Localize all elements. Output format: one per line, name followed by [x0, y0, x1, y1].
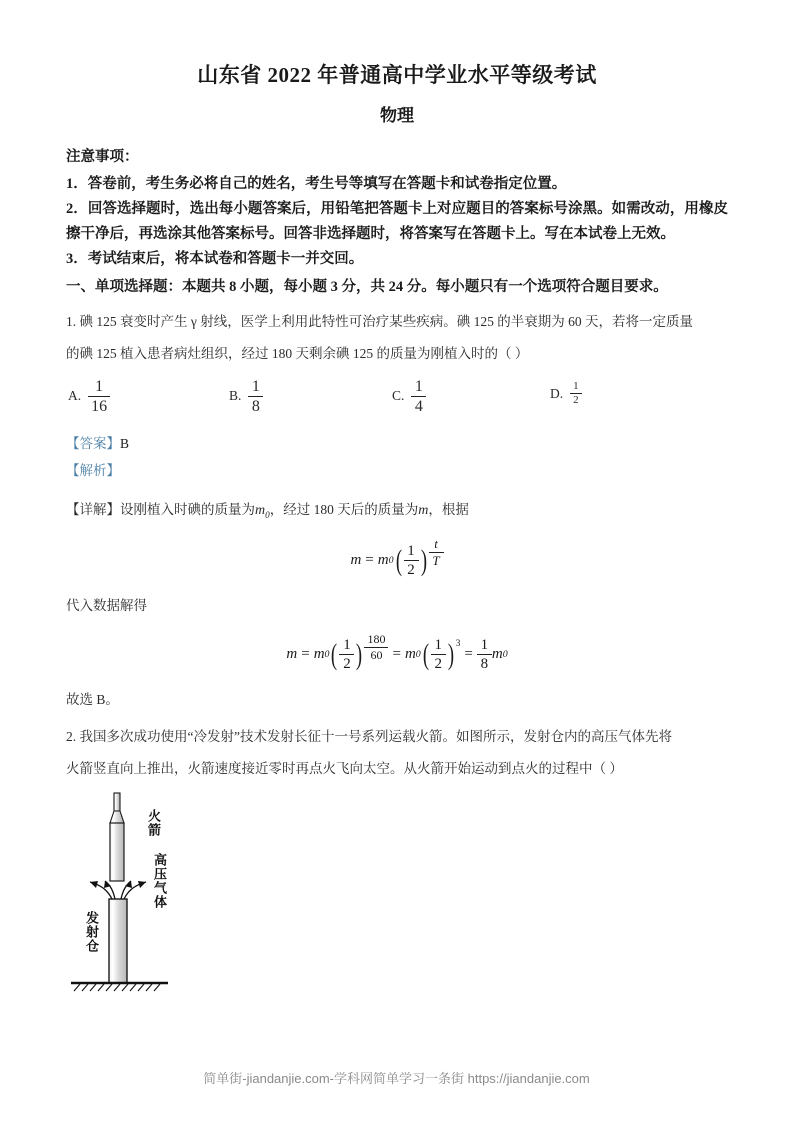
left-paren: ( — [395, 543, 402, 577]
right-paren: ) — [420, 543, 427, 577]
formula-2-result-symbol-sub: 0 — [502, 649, 508, 661]
option-a-numerator: 1 — [95, 377, 104, 395]
rocket-nose-cone — [110, 811, 124, 823]
formula-2-base-2-den: 2 — [434, 656, 442, 673]
notice-heading: 注意事项： — [66, 149, 139, 166]
page-footer: 简单街-jiandanjie.com-学科网简单学习一条街 https://jiandanjie.com — [203, 1071, 590, 1086]
option-b[interactable] — [229, 378, 263, 416]
option-b-fraction — [248, 378, 263, 416]
formula-2-coeff-1: m — [313, 646, 325, 663]
formula-1-exponent — [429, 537, 444, 568]
option-d[interactable] — [550, 381, 582, 408]
question-2-line-1: 2. 我国多次成功使用“冷发射”技术发射长征十一号系列运载火箭。如图所示，发射仓内的高压气体先将 — [66, 729, 672, 745]
formula-1-base-den: 2 — [407, 561, 415, 578]
formula-1-coeff: m — [377, 551, 389, 568]
formula-1-base-fraction — [404, 543, 419, 578]
symbol-m0: $m_0$ — [255, 502, 270, 520]
notice-item-2: 2．回答选择题时，选出每小题答案后，用铅笔把答题卡上对应题目的答案标号涂黑。如需改动，用橡皮擦干净后，再选涂其他答案标号。回答非选择题时，将答案写在答题卡上。写在本试卷上无效。 — [66, 201, 728, 243]
rocket-tip — [114, 793, 120, 811]
formula-2-exp-1-den: 60 — [370, 647, 383, 662]
formula-2-equals-2: = — [392, 646, 401, 663]
fraction-bar — [411, 396, 426, 397]
option-d-denominator: 2 — [573, 394, 579, 407]
option-d-label: D. — [550, 385, 564, 401]
formula-1-expression — [350, 536, 443, 578]
chamber-label: 发射仓 — [84, 910, 99, 953]
answer-tag: 【答案】 — [66, 435, 120, 451]
option-c-fraction — [411, 378, 426, 416]
left-paren: ( — [331, 638, 338, 672]
notice-item-1: 1．答卷前，考生务必将自己的姓名，考生号等填写在答题卡和试卷指定位置。 — [66, 176, 567, 193]
analysis-tag: 【解析】 — [66, 462, 120, 478]
substitute-label: 代入数据解得 — [66, 597, 147, 613]
formula-2-coeff-1-sub: 0 — [324, 649, 330, 661]
gas-label: 高压气体 — [152, 852, 167, 909]
detail-line — [66, 496, 728, 525]
formula-1-paren-group — [394, 543, 429, 578]
formula-2-base-1-fraction — [339, 637, 354, 672]
fraction-bar — [88, 396, 110, 397]
formula-2-paren-group-2 — [421, 637, 456, 672]
formula-1-coeff-sub: 0 — [388, 554, 394, 566]
formula-1-equals: = — [365, 551, 374, 568]
formula-2-base-2-num: 1 — [434, 636, 442, 653]
formula-1 — [66, 536, 728, 578]
gas-arrows — [90, 881, 146, 899]
left-paren: ( — [422, 638, 429, 672]
formula-2-base-2-fraction — [431, 637, 446, 672]
section-heading: 一、单项选择题：本题共 8 小题，每小题 3 分，共 24 分。每小题只有一个选项符合题目要求。 — [66, 279, 668, 296]
option-c-denominator: 4 — [414, 397, 423, 415]
fraction-bar — [339, 654, 354, 655]
formula-1-base-num: 1 — [407, 542, 415, 559]
detail-tag: 【详解】 — [66, 501, 120, 517]
question-1-line-2: 的碘 125 植入患者病灶组织，经过 180 天剩余碘 125 的质量为刚植入时的（ ） — [66, 345, 529, 361]
rocket-body — [110, 823, 124, 881]
formula-2-result-den: 8 — [480, 656, 489, 673]
formula-2 — [66, 631, 728, 673]
formula-2-equals-3: = — [464, 646, 473, 663]
option-d-fraction — [570, 381, 582, 408]
fraction-bar — [477, 654, 492, 655]
formula-2-exponent-2: 3 — [455, 639, 461, 650]
fraction-bar — [248, 396, 263, 397]
formula-1-exp-den: T — [432, 553, 440, 569]
formula-2-exp-1-fraction — [364, 633, 388, 662]
rocket-launch-figure — [66, 791, 366, 1016]
option-c[interactable] — [392, 378, 426, 416]
formula-2-result-symbol: m — [491, 646, 503, 663]
formula-2-result-fraction — [477, 637, 492, 672]
question-1-line-1: 1. 碘 125 衰变时产生 γ 射线，医学上利用此特性可治疗某些疾病。碘 125 的半衰期为 60 天，若将一定质量 — [66, 314, 693, 330]
formula-1-exp-num: t — [434, 536, 438, 552]
subject-title: 物理 — [380, 106, 414, 126]
formula-2-exponent-1 — [364, 633, 388, 662]
document-content — [66, 62, 728, 1016]
option-a-denominator: 16 — [91, 397, 108, 415]
option-b-numerator: 1 — [251, 377, 260, 395]
formula-2-base-1-num: 1 — [343, 636, 351, 653]
option-a-fraction — [88, 378, 110, 416]
answer-line — [66, 430, 728, 457]
symbol-m: m — [418, 502, 429, 518]
option-d-numerator: 1 — [573, 379, 579, 392]
formula-1-lhs: m — [350, 551, 362, 568]
detail-text-3: ，根据 — [428, 501, 469, 517]
formula-2-lhs: m — [286, 646, 298, 663]
page-title: 山东省 2022 年普通高中学业水平等级考试 — [197, 63, 597, 87]
formula-2-expression — [286, 631, 508, 673]
option-b-label: B. — [229, 388, 242, 404]
fraction-bar — [404, 560, 419, 561]
detail-text-2: ，经过 180 天后的质量为 — [269, 501, 419, 517]
formula-1-exp-fraction — [429, 537, 444, 568]
detail-text-1: 设刚植入时碘的质量为 — [120, 501, 255, 517]
option-a[interactable] — [68, 378, 110, 416]
answer-value: B — [120, 435, 130, 451]
option-c-label: C. — [392, 388, 405, 404]
formula-2-exp-1-num: 180 — [367, 631, 386, 646]
option-a-label: A. — [68, 388, 82, 404]
gas-arrowhead-4 — [138, 881, 146, 888]
notice-item-3: 3．考试结束后，将本试卷和答题卡一并交回。 — [66, 251, 364, 268]
fraction-bar — [431, 654, 446, 655]
rocket-diagram-svg — [66, 791, 366, 1016]
launch-chamber — [109, 899, 127, 983]
analysis-line — [66, 457, 728, 484]
conclusion-line: 故选 B。 — [66, 692, 119, 708]
formula-2-coeff-2-sub: 0 — [415, 649, 421, 661]
formula-2-paren-group-1 — [329, 637, 364, 672]
question-2-line-2: 火箭竖直向上推出，火箭速度接近零时再点火飞向太空。从火箭开始运动到点火的过程中（ ） — [66, 761, 623, 776]
option-b-denominator: 8 — [251, 397, 260, 415]
question-1-options — [66, 378, 728, 424]
ground-hatching — [74, 984, 160, 991]
option-c-numerator: 1 — [414, 377, 423, 395]
formula-2-base-1-den: 2 — [343, 656, 351, 673]
right-paren: ) — [356, 638, 363, 672]
right-paren: ) — [447, 638, 454, 672]
formula-2-result-num: 1 — [480, 636, 489, 653]
formula-2-equals-1: = — [301, 646, 310, 663]
rocket-label: 火箭 — [146, 808, 161, 837]
gas-arrowhead-1 — [90, 881, 98, 888]
formula-2-coeff-2: m — [404, 646, 416, 663]
